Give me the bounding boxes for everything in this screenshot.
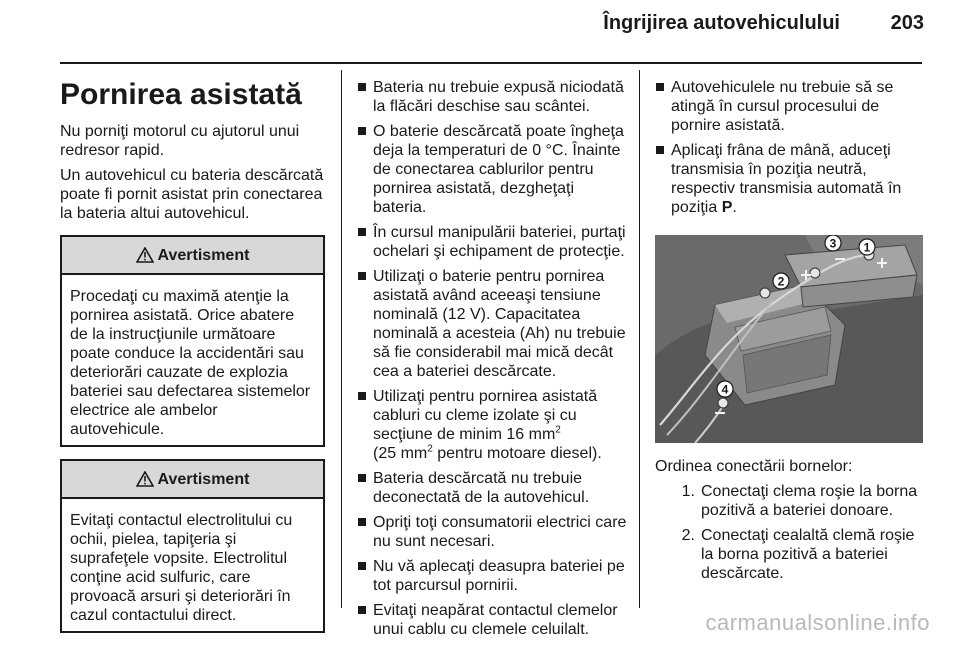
list-item	[357, 387, 627, 463]
column-1	[60, 74, 325, 633]
page-number: 203	[890, 12, 924, 34]
warning-text: Evitaţi contactul electrolitului cu ochii, pielea, tapiţeria şi suprafeţele vopsite. Electrolitul conţine acid sulfuric, care provoacă arsuri şi deteriorări în cazul contactului direct.	[70, 512, 293, 624]
warning-label: Avertisment	[157, 470, 250, 488]
section-title: Pornirea asistată	[60, 78, 302, 111]
battery-illustration	[655, 235, 923, 443]
list-item: În cursul manipulării bateriei, purtaţi ochelari şi echipament de protecţie.	[357, 223, 627, 261]
column-divider	[639, 70, 640, 608]
list-item: Autovehiculele nu trebuie să se atingă în cursul procesului de pornire asistată.	[655, 78, 923, 135]
gear-position-p: P	[721, 199, 733, 216]
list-item: Evitaţi neapărat contactul clemelor unui cablu cu clemele celuilalt.	[357, 601, 627, 639]
cable-spec-text: (25 mm	[373, 445, 428, 462]
superscript: 2	[555, 424, 561, 436]
warning-box	[60, 459, 325, 633]
header-rule	[60, 62, 922, 64]
list-item	[655, 141, 923, 217]
figure-label: 1	[863, 240, 871, 255]
warning-triangle-icon	[136, 471, 154, 487]
intro-paragraph: Un autovehicul cu bateria descărcată poate fi pornit asistat prin conectarea la bateria altui autovehicul.	[60, 167, 324, 222]
bullet-list	[655, 78, 923, 217]
cable-spec-text: pentru motoare diesel).	[432, 445, 602, 462]
order-title: Ordinea conectării bornelor:	[655, 458, 853, 475]
bullet-list	[357, 78, 627, 639]
watermark: carmanualsonline.info	[705, 610, 930, 635]
list-item: Opriţi toţi consumatorii electrici care nu sunt necesari.	[357, 513, 627, 551]
list-item: Nu vă aplecaţi deasupra bateriei pe tot parcursul pornirii.	[357, 557, 627, 595]
header-title: Îngrijirea autovehiculului	[603, 12, 840, 34]
warning-text: Procedaţi cu maximă atenţie la pornirea asistată. Orice abatere de la instrucţiunile următoare poate conduce la accidentări sau deteriorări cauzate de explozia bateriei sau defectarea sistemelor electrice ale ambelor autovehicule.	[70, 288, 311, 438]
step-item	[655, 482, 923, 520]
warning-triangle-icon	[136, 247, 154, 263]
step-number: 2.	[681, 527, 695, 544]
list-item-text: .	[732, 199, 737, 216]
warning-label: Avertisment	[157, 246, 250, 264]
step-text: Conectaţi cealaltă clemă roşie la borna pozitivă a bateriei descărcate.	[701, 527, 915, 582]
steps-list	[655, 482, 923, 583]
step-text: Conectaţi clema roşie la borna pozitivă a bateriei donoare.	[701, 483, 918, 519]
list-item-text: Aplicaţi frâna de mână, aduceţi transmisia în poziţia neutră, respectiv transmisia automată în poziţia	[671, 142, 902, 216]
warning-header	[62, 461, 323, 499]
figure-label: 3	[829, 236, 837, 251]
cable-spec-text: Utilizaţi pentru pornirea asistată cabluri cu cleme izolate şi cu secţiune de minim 16 mm	[373, 388, 598, 443]
warning-box	[60, 235, 325, 447]
step-item	[655, 526, 923, 583]
column-divider	[341, 70, 342, 608]
list-item: Bateria nu trebuie expusă niciodată la flăcări deschise sau scântei.	[357, 78, 627, 116]
list-item: Utilizaţi o baterie pentru pornirea asistată având aceeaşi tensiune nominală (12 V). Capacitatea nominală a acesteia (Ah) nu trebuie să fie considerabil mai mică decât cea a bateriei descărcate.	[357, 267, 627, 381]
step-number: 1.	[681, 483, 695, 500]
figure-label: 4	[721, 382, 729, 397]
superscript: 2	[427, 443, 433, 455]
list-item: O baterie descărcată poate îngheţa deja la temperaturi de 0 °C. Înainte de conectarea cablurilor pentru pornirea asistată, dezgheţaţi bateria.	[357, 122, 627, 217]
list-item: Bateria descărcată nu trebuie deconectată de la autovehicul.	[357, 469, 627, 507]
column-3	[655, 78, 923, 589]
intro-paragraph: Nu porniţi motorul cu ajutorul unui redresor rapid.	[60, 123, 300, 159]
warning-header	[62, 237, 323, 275]
column-2	[357, 78, 627, 645]
figure-label: 2	[777, 274, 785, 289]
